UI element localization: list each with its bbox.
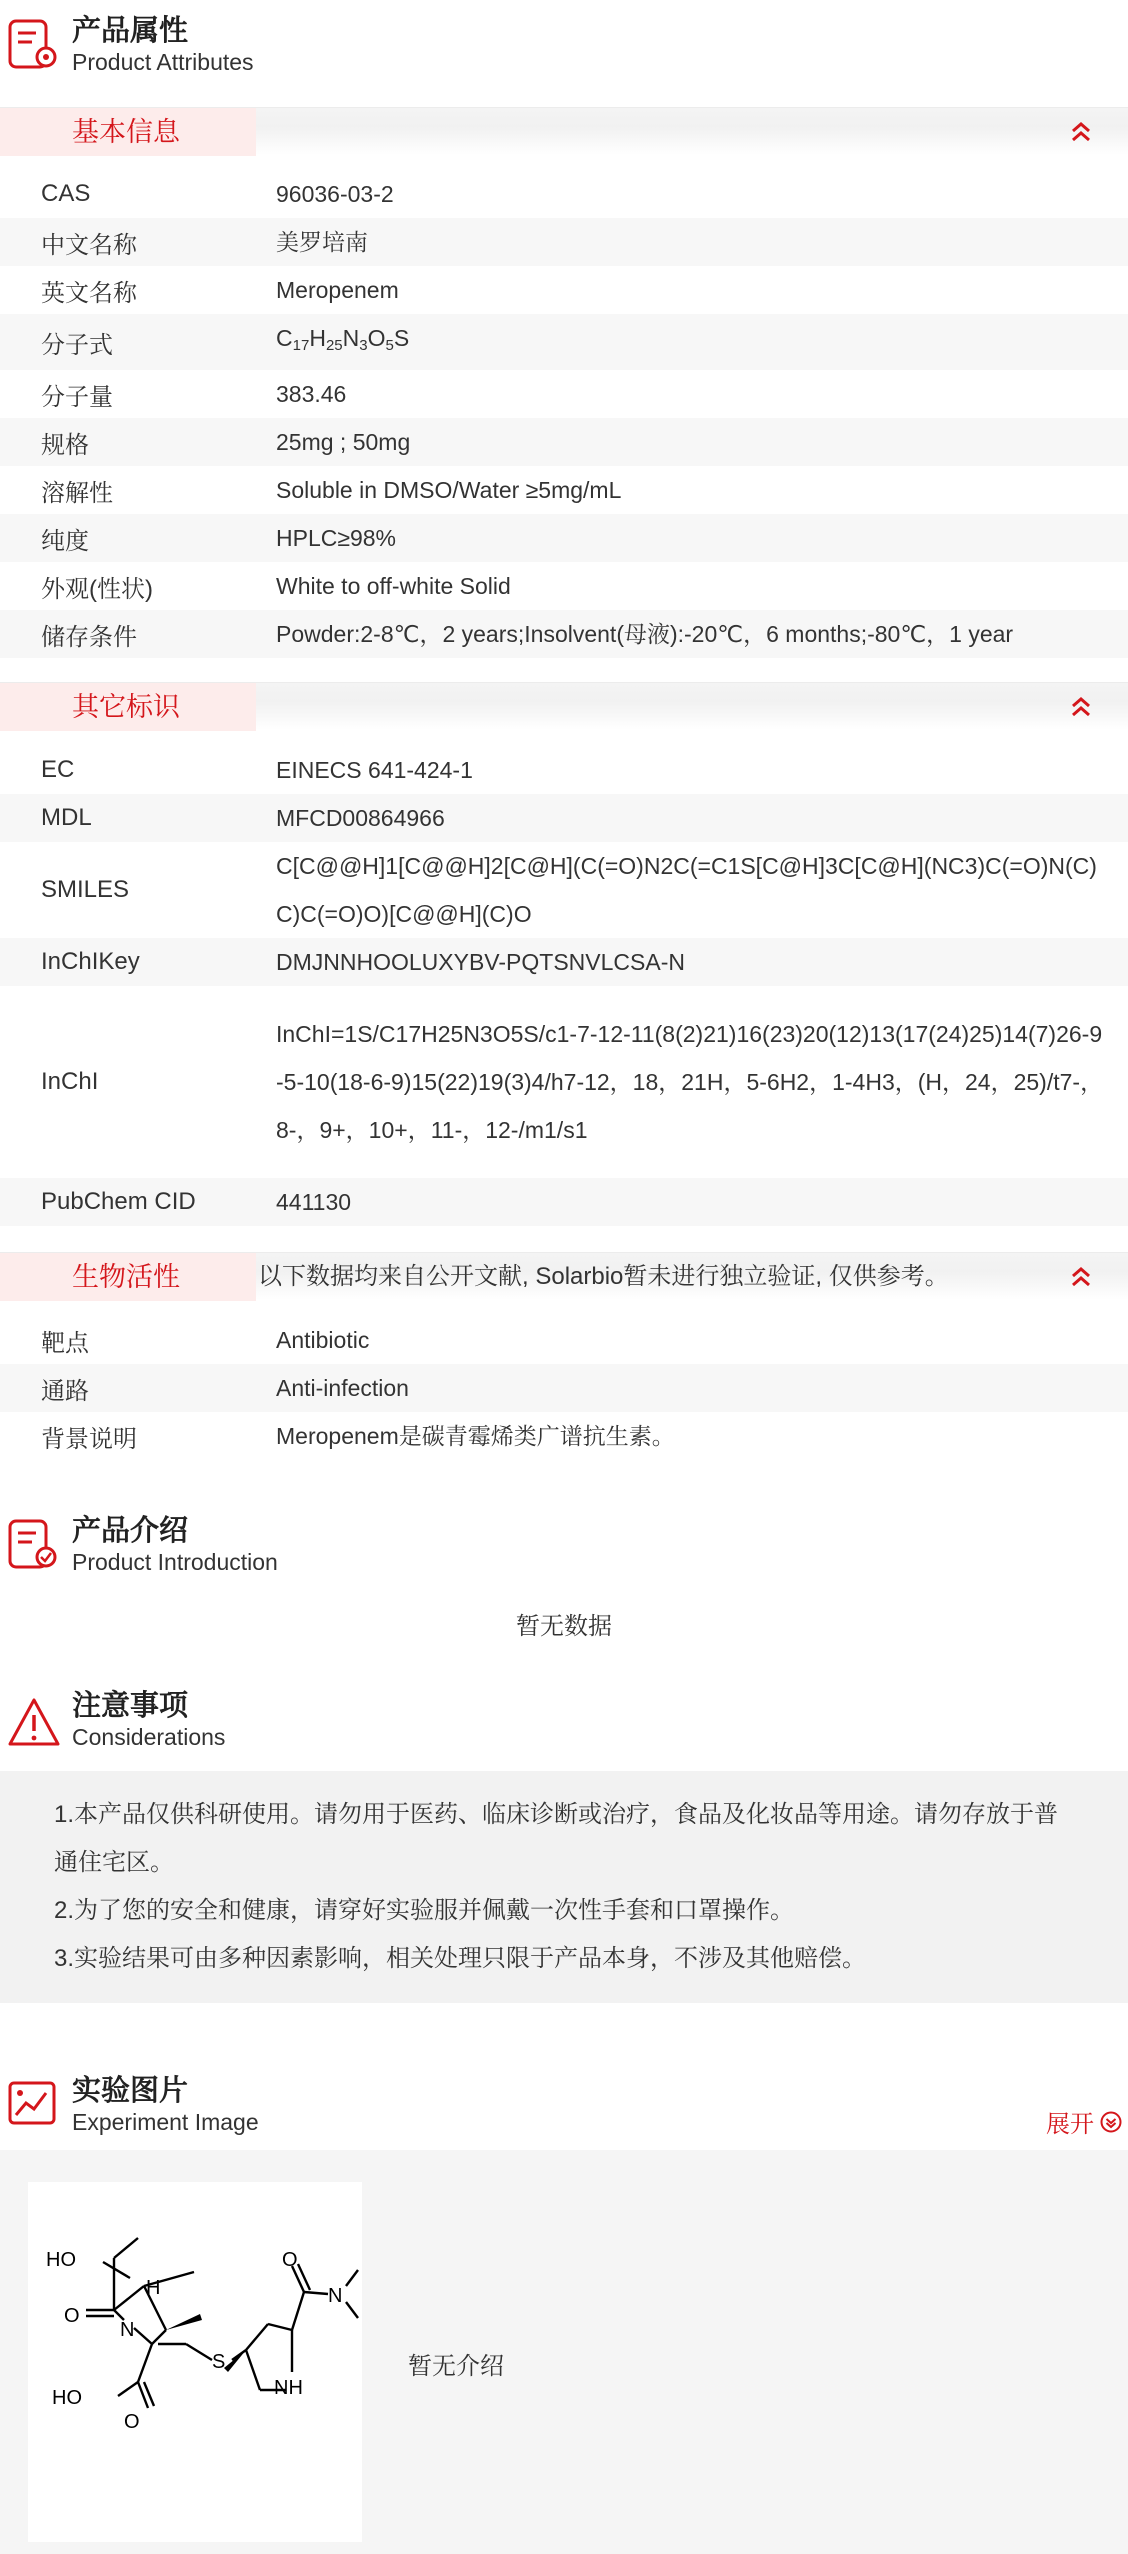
experiment-title: 实验图片 bbox=[72, 2075, 189, 2107]
attribute-value: 96036-03-2 bbox=[276, 181, 394, 207]
bio-activity-table bbox=[0, 1316, 1128, 1460]
attribute-label: 分子量 bbox=[41, 383, 113, 411]
image-chart-icon bbox=[8, 2075, 60, 2135]
other-ids-table bbox=[0, 746, 1128, 1226]
attribute-row-inchi bbox=[0, 986, 1128, 1178]
attribute-value: Meropenem是碳青霉烯类广谱抗生素。 bbox=[276, 1423, 675, 1449]
structure-o-label: O bbox=[64, 2305, 80, 2327]
experiment-header bbox=[0, 2060, 1128, 2160]
considerations-header bbox=[0, 1675, 1128, 1775]
attribute-row-english-name bbox=[0, 266, 1128, 314]
experiment-description: 暂无介绍 bbox=[408, 2353, 504, 2380]
collapse-chevron-icon[interactable] bbox=[1070, 695, 1092, 719]
attribute-row-formula bbox=[0, 314, 1128, 370]
basic-info-table bbox=[0, 170, 1128, 658]
attribute-label: 储存条件 bbox=[41, 623, 137, 651]
attribute-label: 通路 bbox=[41, 1377, 89, 1405]
structure-amide-n-label: N bbox=[328, 2285, 343, 2307]
attribute-row-purity bbox=[0, 514, 1128, 562]
attribute-label: EC bbox=[41, 756, 75, 783]
attribute-label: 英文名称 bbox=[41, 279, 137, 307]
structure-s-label: S bbox=[212, 2351, 226, 2373]
intro-title: 产品介绍 bbox=[72, 1515, 189, 1547]
attributes-header bbox=[0, 0, 1128, 100]
structure-acid-o-label: O bbox=[124, 2411, 140, 2433]
intro-empty-text: 暂无数据 bbox=[516, 1613, 612, 1640]
attribute-label: 分子式 bbox=[41, 331, 113, 359]
bio-activity-bar bbox=[0, 1252, 1128, 1300]
attribute-label: PubChem CID bbox=[41, 1188, 196, 1215]
attribute-row-chinese-name bbox=[0, 218, 1128, 266]
attribute-label: 外观(性状) bbox=[41, 575, 153, 603]
attribute-value: Soluble in DMSO/Water ≥5mg/mL bbox=[276, 477, 622, 503]
attribute-label: 溶解性 bbox=[41, 479, 113, 507]
attribute-row-smiles bbox=[0, 842, 1128, 938]
attribute-label: 靶点 bbox=[41, 1329, 89, 1357]
document-settings-icon bbox=[8, 15, 60, 75]
other-ids-tab bbox=[0, 683, 256, 731]
considerations-subtitle: Considerations bbox=[72, 1724, 226, 1750]
attribute-value: 441130 bbox=[276, 1189, 352, 1215]
chemical-structure bbox=[28, 2182, 362, 2542]
attribute-value: 25mg ; 50mg bbox=[276, 429, 411, 455]
structure-ho-label: HO bbox=[46, 2249, 76, 2271]
consideration-item: 1.本产品仅供科研使用。请勿用于医药、临床诊断或治疗，食品及化妆品等用途。请勿存放于普通住宅区。 bbox=[54, 1801, 1059, 1876]
document-check-icon bbox=[8, 1515, 60, 1575]
attribute-label: 纯度 bbox=[41, 527, 89, 555]
attribute-row-ec bbox=[0, 746, 1128, 794]
attribute-value: Antibiotic bbox=[276, 1327, 370, 1353]
basic-info-label: 基本信息 bbox=[72, 117, 180, 147]
consideration-item: 2.为了您的安全和健康，请穿好实验服并佩戴一次性手套和口罩操作。 bbox=[54, 1897, 795, 1924]
structure-amide-o-label: O bbox=[282, 2249, 298, 2271]
basic-info-tab bbox=[0, 108, 256, 156]
basic-info-bar bbox=[0, 107, 1128, 155]
attribute-value: InChI=1S/C17H25N3O5S/c1-7-12-11(8(2)21)16(23)20(12)13(17(24)25)14(7)26-9-5-10(18-6-9)15(22)19(3)4/h7-12，18，21H，5-6H2，1-4H3，(H，24，25)/t7-，8-，9+，10+，11-，12-/m1/s1 bbox=[276, 1021, 1104, 1143]
consideration-item: 3.实验结果可由多种因素影响，相关处理只限于产品本身，不涉及其他赔偿。 bbox=[54, 1945, 867, 1972]
intro-header bbox=[0, 1500, 1128, 1600]
expand-label: 展开 bbox=[1046, 2111, 1094, 2138]
structure-n-label: N bbox=[120, 2319, 135, 2341]
attribute-value: C[C@@H]1[C@@H]2[C@H](C(=O)N2C(=C1S[C@H]3C[C@H](NC3)C(=O)N(C)C)C(=O)O)[C@@H](C)O bbox=[276, 853, 1097, 927]
attribute-row-pathway bbox=[0, 1364, 1128, 1412]
attribute-value: Meropenem bbox=[276, 277, 399, 303]
attribute-row-cas bbox=[0, 170, 1128, 218]
attribute-label: CAS bbox=[41, 180, 91, 207]
expand-button[interactable] bbox=[1046, 2104, 1122, 2139]
attributes-title: 产品属性 bbox=[72, 15, 189, 47]
attribute-row-molecular-weight bbox=[0, 370, 1128, 418]
structure-acid-ho-label: HO bbox=[52, 2387, 82, 2409]
bio-activity-tab bbox=[0, 1253, 256, 1301]
attribute-row-mdl bbox=[0, 794, 1128, 842]
attribute-label: InChIKey bbox=[41, 948, 140, 975]
collapse-chevron-icon[interactable] bbox=[1070, 120, 1092, 144]
attribute-row-pubchem-cid bbox=[0, 1178, 1128, 1226]
attribute-value: HPLC≥98% bbox=[276, 525, 397, 551]
collapse-chevron-icon[interactable] bbox=[1070, 1265, 1092, 1289]
attribute-value: MFCD00864966 bbox=[276, 805, 445, 831]
attribute-value: 美罗培南 bbox=[276, 229, 368, 255]
intro-subtitle: Product Introduction bbox=[72, 1549, 278, 1575]
warning-icon bbox=[8, 1690, 60, 1750]
attribute-row-inchikey bbox=[0, 938, 1128, 986]
attribute-value: Anti-infection bbox=[276, 1375, 409, 1401]
attributes-subtitle: Product Attributes bbox=[72, 49, 254, 75]
considerations-title: 注意事项 bbox=[72, 1690, 189, 1722]
attribute-value: $C_{17}H_{25}N_3O_5S$ bbox=[276, 325, 410, 354]
bio-activity-label: 生物活性 bbox=[72, 1262, 180, 1292]
attribute-row-background bbox=[0, 1412, 1128, 1460]
attribute-label: SMILES bbox=[41, 876, 130, 903]
attribute-value: 383.46 bbox=[276, 381, 347, 407]
attribute-label: 中文名称 bbox=[41, 231, 137, 259]
attribute-value: EINECS 641-424-1 bbox=[276, 757, 473, 783]
attribute-row-solubility bbox=[0, 466, 1128, 514]
attribute-row-spec bbox=[0, 418, 1128, 466]
attribute-label: InChI bbox=[41, 1068, 99, 1095]
attribute-value: Powder:2-8℃，2 years;Insolvent(母液):-20℃，6 months;-80℃，1 year bbox=[276, 621, 1014, 647]
considerations-notice bbox=[0, 1771, 1128, 2003]
attribute-label: 规格 bbox=[41, 431, 89, 459]
expand-down-icon bbox=[1100, 2111, 1122, 2133]
other-ids-label: 其它标识 bbox=[72, 692, 180, 722]
meropenem-structure-image bbox=[28, 2182, 362, 2542]
bio-activity-disclaimer: 以下数据均来自公开文献, Solarbio暂未进行独立验证, 仅供参考。 bbox=[258, 1263, 949, 1290]
experiment-panel bbox=[0, 2150, 1128, 2554]
attribute-label: MDL bbox=[41, 804, 92, 831]
attribute-row-target bbox=[0, 1316, 1128, 1364]
attribute-value: White to off-white Solid bbox=[276, 573, 511, 599]
structure-h-label: H bbox=[146, 2277, 161, 2299]
attribute-row-storage bbox=[0, 610, 1128, 658]
attribute-label: 背景说明 bbox=[41, 1425, 137, 1453]
other-ids-bar bbox=[0, 682, 1128, 730]
attribute-row-appearance bbox=[0, 562, 1128, 610]
attribute-value: DMJNNHOOLUXYBV-PQTSNVLCSA-N bbox=[276, 949, 685, 975]
structure-nh-label: NH bbox=[274, 2377, 303, 2399]
experiment-subtitle: Experiment Image bbox=[72, 2109, 259, 2135]
